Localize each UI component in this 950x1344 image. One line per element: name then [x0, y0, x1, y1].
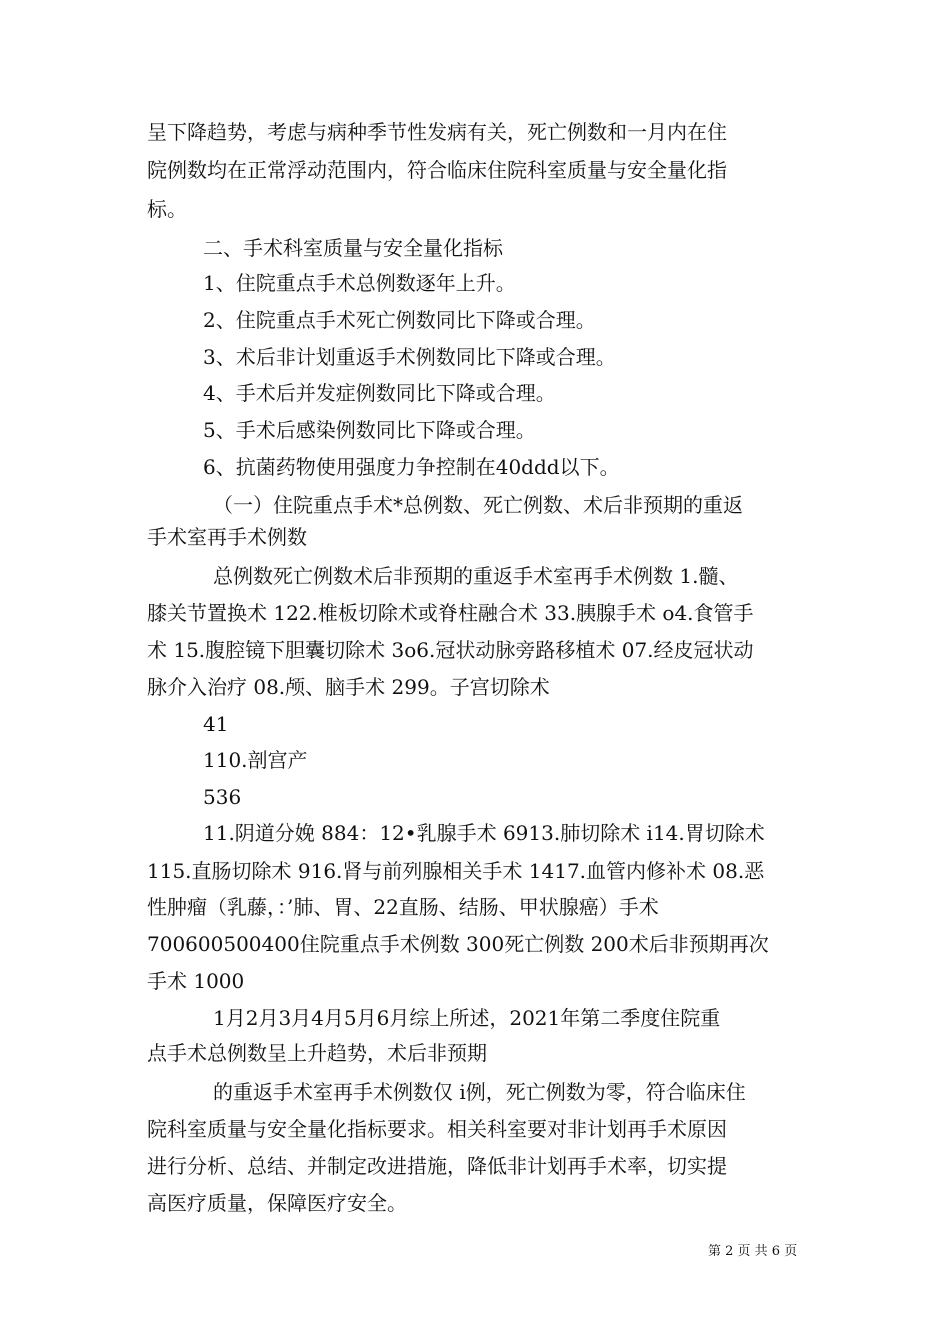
body-text-line: 呈下降趋势，考虑与病种季节性发病有关，死亡例数和一月内在住 — [147, 120, 727, 144]
body-text-line: 院例数均在正常浮动范围内，符合临床住院科室质量与安全量化指 — [147, 158, 727, 182]
body-text-line: 115.直肠切除术 916.肾与前列腺相关手术 1417.血管内修补术 08.恶 — [147, 859, 765, 883]
body-text-line: 110.剖宫产 — [203, 748, 308, 772]
list-item: 2、住院重点手术死亡例数同比下降或合理。 — [203, 308, 596, 332]
body-text-line: 536 — [203, 785, 242, 809]
body-text-line: 术 15.腹腔镜下胆囊切除术 3o6.冠状动脉旁路移植术 07.经皮冠状动 — [147, 638, 754, 662]
subsection-heading: （一）住院重点手术*总例数、死亡例数、术后非预期的重返 — [213, 493, 743, 517]
body-text-line: 总例数死亡例数术后非预期的重返手术室再手术例数 1.髓、 — [213, 564, 739, 588]
body-text-line: 11.阴道分娩 884：12•乳腺手术 6913.肺切除术 i14.胃切除术 — [203, 821, 765, 845]
body-text-line: 性肿瘤（乳藤，：’肺、胃、22直肠、结肠、甲状腺癌）手术 — [147, 895, 659, 919]
list-item: 4、手术后并发症例数同比下降或合理。 — [203, 381, 556, 405]
page-number-footer: 第 2 页 共 6 页 — [708, 1244, 798, 1259]
section-heading: 二、手术科室质量与安全量化指标 — [203, 236, 503, 260]
list-item: 3、术后非计划重返手术例数同比下降或合理。 — [203, 345, 616, 369]
body-text-line: 高医疗质量，保障医疗安全。 — [147, 1191, 407, 1215]
body-text-line: 手术室再手术例数 — [147, 525, 307, 549]
list-item: 5、手术后感染例数同比下降或合理。 — [203, 418, 536, 442]
body-text-line: 脉介入治疗 08.颅、脑手术 299。子宫切除术 — [147, 675, 550, 699]
body-text-line: 膝关节置换术 122.椎板切除术或脊柱融合术 33.胰腺手术 o4.食管手 — [147, 601, 754, 625]
body-text-line: 标。 — [147, 197, 187, 221]
body-text-line: 41 — [203, 712, 229, 736]
body-text-line: 700600500400住院重点手术例数 300死亡例数 200术后非预期再次 — [147, 932, 769, 956]
body-text-line: 的重返手术室再手术例数仅 i例，死亡例数为零，符合临床住 — [213, 1080, 746, 1104]
list-item: 6、抗菌药物使用强度力争控制在40ddd以下。 — [203, 455, 620, 479]
body-text-line: 手术 1000 — [147, 969, 245, 993]
list-item: 1、住院重点手术总例数逐年上升。 — [203, 271, 516, 295]
body-text-line: 点手术总例数呈上升趋势，术后非预期 — [147, 1041, 487, 1065]
body-text-line: 进行分析、总结、并制定改进措施，降低非计划再手术率，切实提 — [147, 1154, 727, 1178]
body-text-line: 院科室质量与安全量化指标要求。相关科室要对非计划再手术原因 — [147, 1117, 727, 1141]
body-text-line: 1月2月3月4月5月6月综上所述，2021年第二季度住院重 — [213, 1006, 721, 1030]
